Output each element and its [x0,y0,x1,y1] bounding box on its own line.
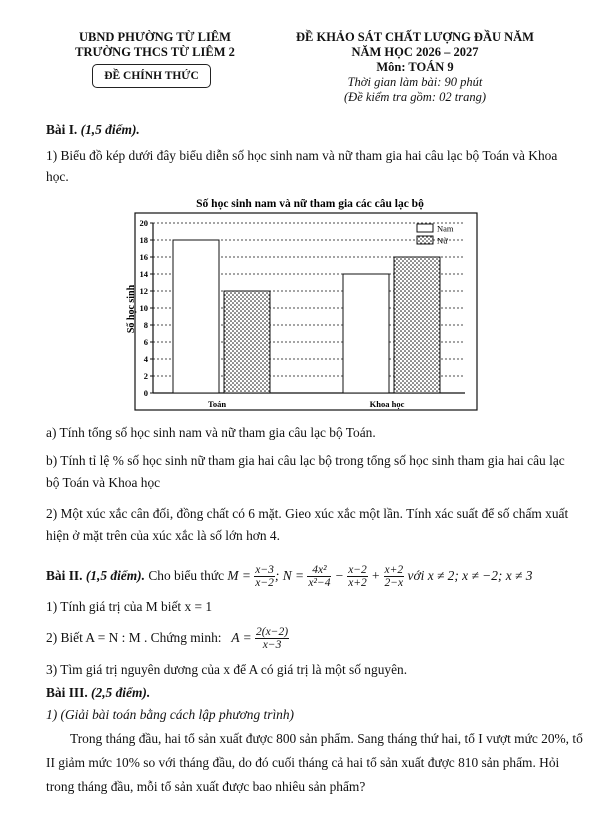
y-tick-label: 14 [139,269,148,279]
chart-title: Số học sinh nam và nữ tham gia các câu lạc bộ [196,198,424,210]
bai1-qb-line1: b) Tính tỉ lệ % số học sinh nữ tham gia hai câu lạc bộ trong tổng số học sinh tham gia hai câu lạc [46,453,565,468]
y-tick-label: 18 [139,235,148,245]
bar-nu-1 [224,291,270,393]
formula-A: A = $\frac{2(x-2)}{x-3}$ [224,626,289,652]
page-count: (Đề kiểm tra gồm: 02 trang) [344,90,486,104]
bai1-heading [46,121,140,138]
y-tick-label: 4 [143,354,148,364]
bai1-qb-line2: bộ Toán và Khoa học [46,475,161,490]
bai1-q2-line2: hiện ở mặt trên của xúc xắc là số lớn hơn 4. [46,528,280,543]
time-limit: Thời gian làm bài: 90 phút [347,75,483,89]
school-year: NĂM HỌC 2026 – 2027 [351,45,479,59]
bai3-heading [46,684,150,701]
fraction: $\frac{x+2}{2-x}$ [384,564,404,590]
fraction: $\frac{x-2}{x+2}$ [348,564,367,590]
bai1-q1-line2: học. [46,169,69,184]
bai2-q2-text: 2) Biết A = N : M . Chứng minh: [46,630,222,645]
bar-nu-2 [394,257,440,393]
y-tick-label: 10 [139,303,148,313]
y-tick-label: 0 [143,388,148,398]
official-stamp-box: ĐỀ CHÍNH THỨC [92,64,211,88]
formula-M: M = $\frac{x-3}{x-2}$ ; N = $\frac{\text{4x²}}{\text{x²−4}}$ − $\frac{x-2}{x+2}$ + $\frac{x+2}{2-x}$ [227,564,404,590]
y-tick-label: 6 [143,337,148,347]
subject: Môn: TOÁN 9 [376,60,454,74]
y-tick-label: 8 [143,320,148,330]
bai3-problem-line2: II giảm mức 10% so với tháng đầu, do đó cuối tháng cả hai tổ sản xuất được 810 sản phẩm. Hỏi [46,755,560,770]
bai1-title: Bài I. [46,122,78,137]
bai2-q3: 3) Tìm giá trị nguyên dương của x để A có giá trị là một số nguyên. [46,662,408,677]
bai2-intro: Cho biểu thức [148,568,225,583]
y-axis-label: Số học sinh [126,284,137,334]
legend-swatch [417,236,433,244]
school-name: TRƯỜNG THCS TỪ LIÊM 2 [75,45,235,59]
bai2-heading [46,563,532,589]
bai3-q1-label: 1) (Giải bài toán bằng cách lập phương trình) [46,707,295,722]
bai1-qa: a) Tính tổng số học sinh nam và nữ tham gia câu lạc bộ Toán. [46,425,376,440]
bai2-q2 [46,625,289,651]
x-tick-label: Khoa học [369,399,405,409]
bai2-points: (1,5 điểm). [85,568,145,583]
exam-header [285,30,545,105]
bai2-q1: 1) Tính giá trị của M biết x = 1 [46,599,213,614]
legend-label: Nam [437,223,454,234]
y-tick-label: 16 [139,252,148,262]
school-header [55,30,255,60]
bai2-title: Bài II. [46,568,83,583]
ward-name: UBND PHƯỜNG TỪ LIÊM [79,30,231,44]
bai1-q2-line1: 2) Một xúc xắc cân đối, đồng chất có 6 mặt. Gieo xúc xắc một lần. Tính xác suất để số chấm xuất [46,506,569,521]
fraction: $\frac{\text{4x²}}{\text{x²−4}}$ [308,564,331,590]
x-tick-label: Toán [207,399,227,409]
legend-label: Nữ [437,235,448,246]
bai3-problem-line3: trong tháng đầu, mỗi tổ sản xuất được bao nhiêu sản phẩm? [46,779,366,794]
y-tick-label: 20 [139,218,148,228]
legend-swatch [417,224,433,232]
y-tick-label: 12 [139,286,148,296]
bai2-condition: với x ≠ 2; x ≠ −2; x ≠ 3 [407,568,533,583]
bai3-title: Bài III. [46,685,88,700]
bai3-points: (2,5 điểm). [91,685,151,700]
fraction: $\frac{2(x-2)}{x-3}$ [256,626,289,652]
bar-nam-2 [343,274,389,393]
y-tick-label: 2 [143,371,148,381]
bai3-problem-line1: Trong tháng đầu, hai tổ sản xuất được 800 sản phẩm. Sang tháng thứ hai, tổ I vượt mức 20%, tổ [70,731,583,746]
bar-chart [110,192,480,414]
bai1-points: (1,5 điểm). [80,122,140,137]
fraction: $\frac{x-3}{x-2}$ [255,564,274,590]
bar-nam-1 [173,240,219,393]
bai1-q1-line1: 1) Biểu đồ kép dưới đây biểu diễn số học sinh nam và nữ tham gia hai câu lạc bộ Toán và Khoa [46,148,558,163]
exam-title: ĐỀ KHẢO SÁT CHẤT LƯỢNG ĐẦU NĂM [296,30,534,44]
